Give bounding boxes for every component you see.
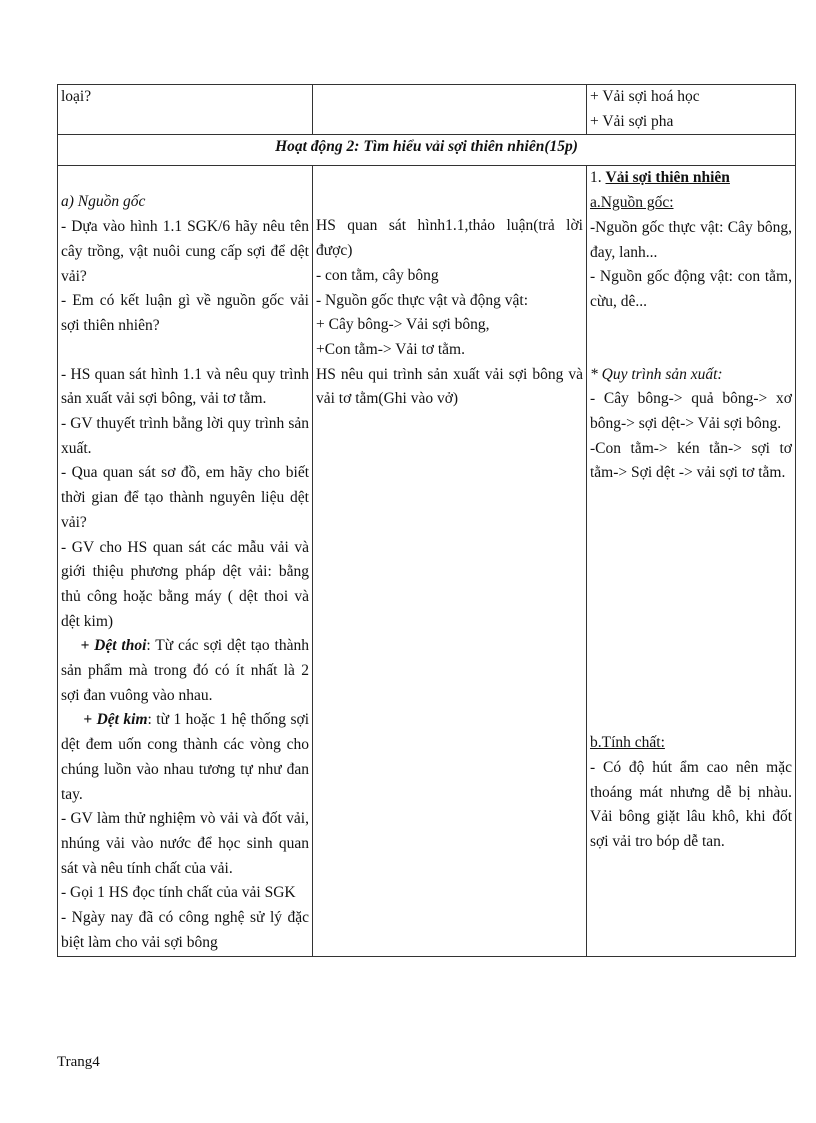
weaving-text: : Từ các sợi dệt tạo thành sản phẩm mà trong đó có ít nhất là 2 sợi đan vuông vào nhau. (61, 637, 309, 704)
subheading-properties: b.Tính chất: (590, 734, 665, 752)
section-number: 1. (590, 169, 606, 187)
question-text: loại? (61, 88, 92, 105)
paragraph: - HS quan sát hình 1.1 và nêu quy trình sản xuất vải sợi bông, vải tơ tằm. (61, 365, 309, 408)
paragraph: HS quan sát hình1.1,thảo luận(trả lời được) (316, 217, 583, 260)
paragraph: - Gọi 1 HS đọc tính chất của vải SGK (61, 884, 296, 902)
cell-question (58, 85, 313, 135)
subheading-origin: a) Nguồn gốc (61, 193, 146, 211)
knitting-label: + Dệt kim (83, 711, 148, 729)
paragraph: - Ngày nay đã có công nghệ sử lý đặc biệt làm cho vải sợi bông (61, 909, 309, 951)
paragraph: - Nguồn gốc thực vật và động vật: (316, 291, 529, 309)
list-item: + Vải sợi pha (590, 112, 674, 130)
section-title-text: Vải sợi thiên nhiên (605, 169, 730, 187)
paragraph: - GV cho HS quan sát các mẫu vải và giới thiệu phương pháp dệt vải: bằng thủ công hoặc bằng máy ( dệt thoi và dệt kim) (61, 538, 309, 630)
section-heading-row (58, 135, 796, 166)
spacer (316, 190, 583, 214)
spacer (590, 486, 792, 731)
paragraph: -Con tằm-> kén tằn-> sợi tơ tằm-> Sợi dệt -> vải sợi tơ tằm. (590, 439, 792, 482)
subheading-origin: a.Nguồn gốc: (590, 194, 674, 212)
spacer (61, 339, 309, 363)
cell-empty (313, 85, 587, 135)
paragraph: - Em có kết luận gì về nguồn gốc vải sợi thiên nhiên? (61, 292, 309, 334)
section-title (590, 166, 792, 191)
weaving-label: + Dệt thoi (80, 637, 147, 655)
paragraph: - Nguồn gốc động vật: con tằm, cừu, dê... (590, 268, 792, 310)
teacher-activity-cell (58, 166, 313, 956)
cell-fabric-types (587, 85, 796, 135)
lesson-table (57, 84, 796, 957)
knitting-text: : từ 1 hoặc 1 hệ thống sợi dệt đem uốn cong thành các vòng cho chúng luồn vào nhau tương tự như đan tay. (61, 711, 310, 803)
process-label: * Quy trình sản xuất: (590, 365, 723, 383)
paragraph: - GV thuyết trình bằng lời quy trình sản xuất. (61, 415, 309, 457)
section-heading: Hoạt động 2: Tìm hiểu vải sợi thiên nhiên(15p) (58, 135, 796, 166)
paragraph: - Qua quan sát sơ đồ, em hãy cho biết thời gian để tạo thành nguyên liệu dệt vải? (61, 464, 309, 531)
paragraph: - Cây bông-> quả bông-> xơ bông-> sợi dệt-> Vải sợi bông. (590, 390, 792, 433)
list-item: + Vải sợi hoá học (590, 88, 700, 105)
table-row (58, 166, 796, 956)
paragraph: - GV làm thử nghiệm vò vải và đốt vải, nhúng vải vào nước để học sinh quan sát và nêu tính chất của vải. (61, 810, 309, 877)
student-activity-cell (313, 166, 587, 956)
spacer (316, 166, 583, 190)
paragraph: + Cây bông-> Vải sợi bông, (316, 316, 490, 334)
paragraph: - Có độ hút ẩm cao nên mặc thoáng mát nhưng dễ bị nhàu. Vải bông giặt lâu khô, khi đốt sợi vải tro bóp dễ tan. (590, 758, 792, 850)
paragraph: HS nêu qui trình sản xuất vải sợi bông và vải tơ tằm(Ghi vào vở) (316, 365, 583, 408)
paragraph: - Dựa vào hình 1.1 SGK/6 hãy nêu tên cây trồng, vật nuôi cung cấp sợi để dệt vải? (61, 218, 309, 285)
paragraph: +Con tằm-> Vải tơ tằm. (316, 340, 465, 358)
content-cell (587, 166, 796, 956)
spacer (590, 315, 792, 339)
spacer (61, 166, 309, 190)
page-footer: Trang4 (57, 1054, 100, 1070)
paragraph: - con tằm, cây bông (316, 266, 439, 284)
table-row (58, 85, 796, 135)
paragraph-weaving (61, 634, 309, 708)
spacer (590, 339, 792, 363)
paragraph-knitting (61, 708, 309, 807)
paragraph: -Nguồn gốc thực vật: Cây bông, đay, lanh... (590, 218, 792, 261)
